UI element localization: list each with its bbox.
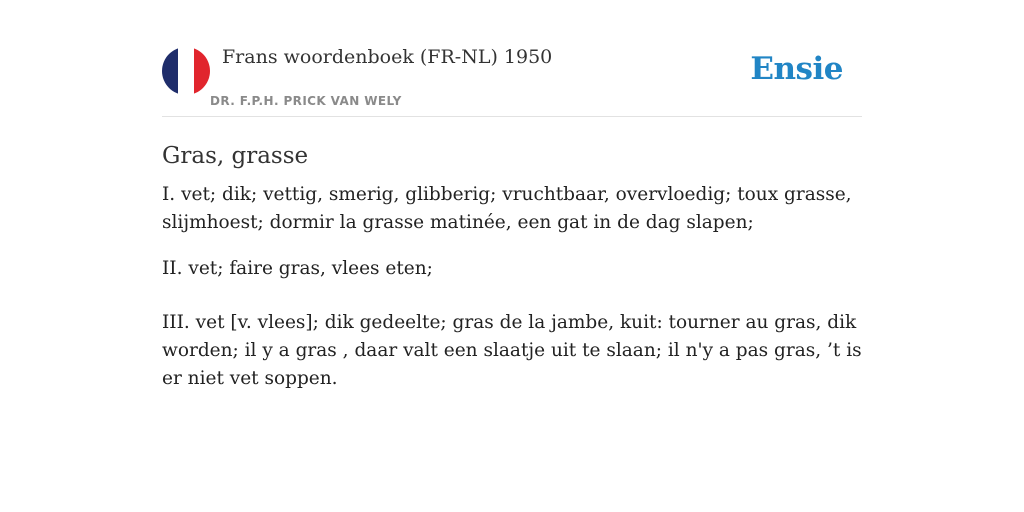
entry-header (162, 40, 862, 117)
ensie-logo[interactable]: Ensie (750, 51, 843, 87)
definition-list (162, 181, 862, 393)
dictionary-title[interactable]: Frans woordenboek (FR-NL) 1950 (222, 46, 553, 68)
definition-3: III. vet [v. vlees]; dik gedeelte; gras de la jambe, kuit: tourner au gras, dik worden; il y a gras , daar valt een slaatje uit te slaan; il n'y a pas gras, ’t is er niet vet soppen. (162, 312, 862, 389)
dictionary-author: DR. F.P.H. PRICK VAN WELY (210, 94, 402, 108)
french-flag-icon (162, 47, 210, 95)
entry-headword: Gras, grasse (162, 143, 309, 169)
definition-2: II. vet; faire gras, vlees eten; (162, 258, 433, 279)
definition-1: I. vet; dik; vettig, smerig, glibberig; vruchtbaar, overvloedig; toux grasse, slijmhoest; dormir la grasse matinée, een gat in de dag slapen; (162, 184, 852, 233)
dictionary-entry-card (162, 40, 862, 411)
